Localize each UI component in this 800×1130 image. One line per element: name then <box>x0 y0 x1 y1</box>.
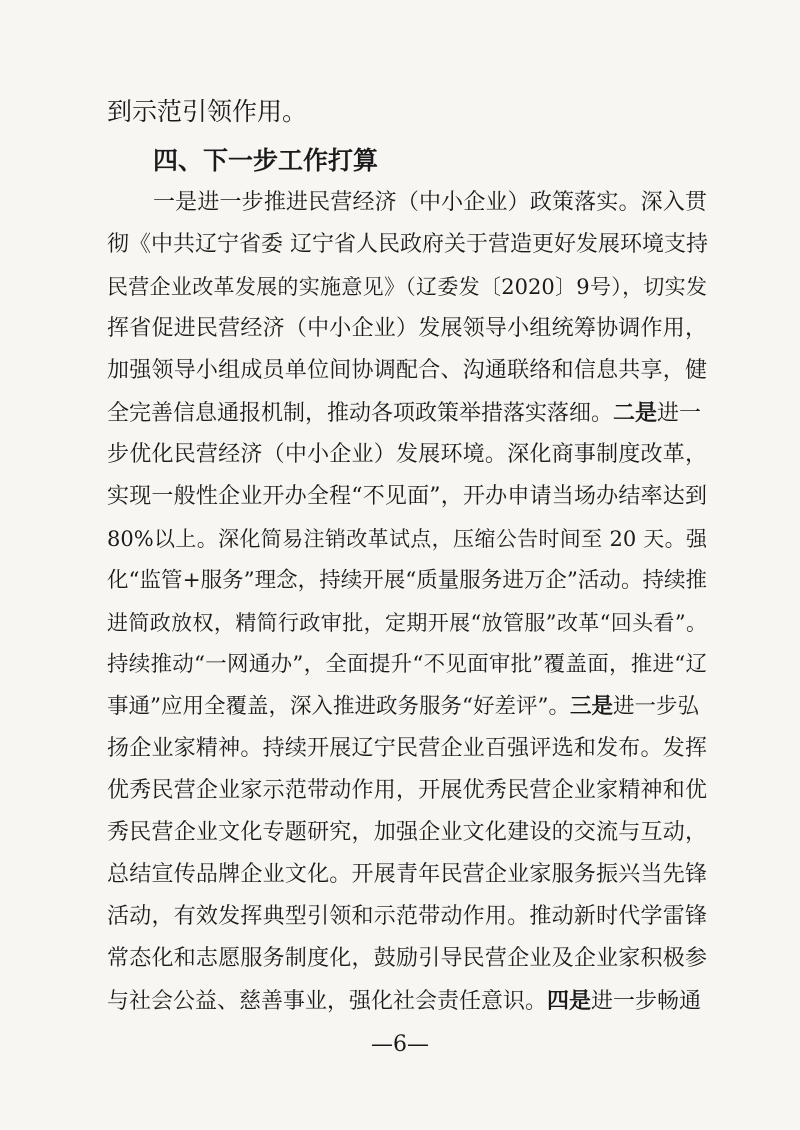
text-line-5: 民营企业改革发展的实施意见》（辽委发〔2020〕9号），切实发 <box>107 275 707 299</box>
text-line-11: 80%以上。深化简易注销改革试点，压缩公告时间至 20 天。强 <box>107 527 707 551</box>
text-line-4: 彻《中共辽宁省委 辽宁省人民政府关于营造更好发展环境支持 <box>107 232 708 257</box>
text-line-19: 总结宣传品牌企业文化。开展青年民营企业家服务振兴当先锋 <box>107 862 707 887</box>
text-line-20: 活动，有效发挥典型引领和示范带动作用。推动新时代学雷锋 <box>107 904 707 929</box>
text-line-13: 进简政放权，精简行政审批，定期开展“放管服”改革“回头看”。 <box>107 611 707 635</box>
section-heading: 四、下一步工作打算 <box>153 146 379 175</box>
text-line-21: 常态化和志愿服务制度化，鼓励引导民营企业及企业家积极参 <box>107 946 707 971</box>
text-line-12: 化“监管+服务”理念，持续开展“质量服务进万企”活动。持续推 <box>107 568 707 593</box>
text-line-1: 到示范引领作用。 <box>107 97 308 126</box>
text-line-22: 与社会公益、慈善事业，强化社会责任意识。四是进一步畅通 <box>107 988 702 1014</box>
text-line-10: 实现一般性企业开办全程“不见面”，开办申请当场办结率达到 <box>107 484 707 509</box>
text-line-8: 全完善信息通报机制，推动各项政策举措落实落细。二是进一 <box>107 400 702 426</box>
text-line-7: 加强领导小组成员单位间协调配合、沟通联络和信息共享，健 <box>107 358 707 383</box>
text-line-18: 秀民营企业文化专题研究，加强企业文化建设的交流与互动， <box>107 820 707 845</box>
text-line-17: 优秀民营企业家示范带动作用，开展优秀民营企业家精神和优 <box>107 778 707 803</box>
text-line-9: 步优化民营经济（中小企业）发展环境。深化商事制度改革， <box>107 442 707 467</box>
page-number: —6— <box>371 1032 429 1057</box>
text-line-14: 持续推动“一网通办”，全面提升“不见面审批”覆盖面，推进“辽 <box>107 652 707 677</box>
text-line-15: 事通”应用全覆盖，深入推进政务服务“好差评”。三是进一步弘 <box>107 694 700 719</box>
text-line-3: 一是进一步推进民营经济（中小企业）政策落实。深入贯 <box>153 190 707 215</box>
text-line-16: 扬企业家精神。持续开展辽宁民营企业百强评选和发布。发挥 <box>107 736 707 761</box>
text-line-6: 挥省促进民营经济（中小企业）发展领导小组统筹协调作用， <box>107 316 707 341</box>
